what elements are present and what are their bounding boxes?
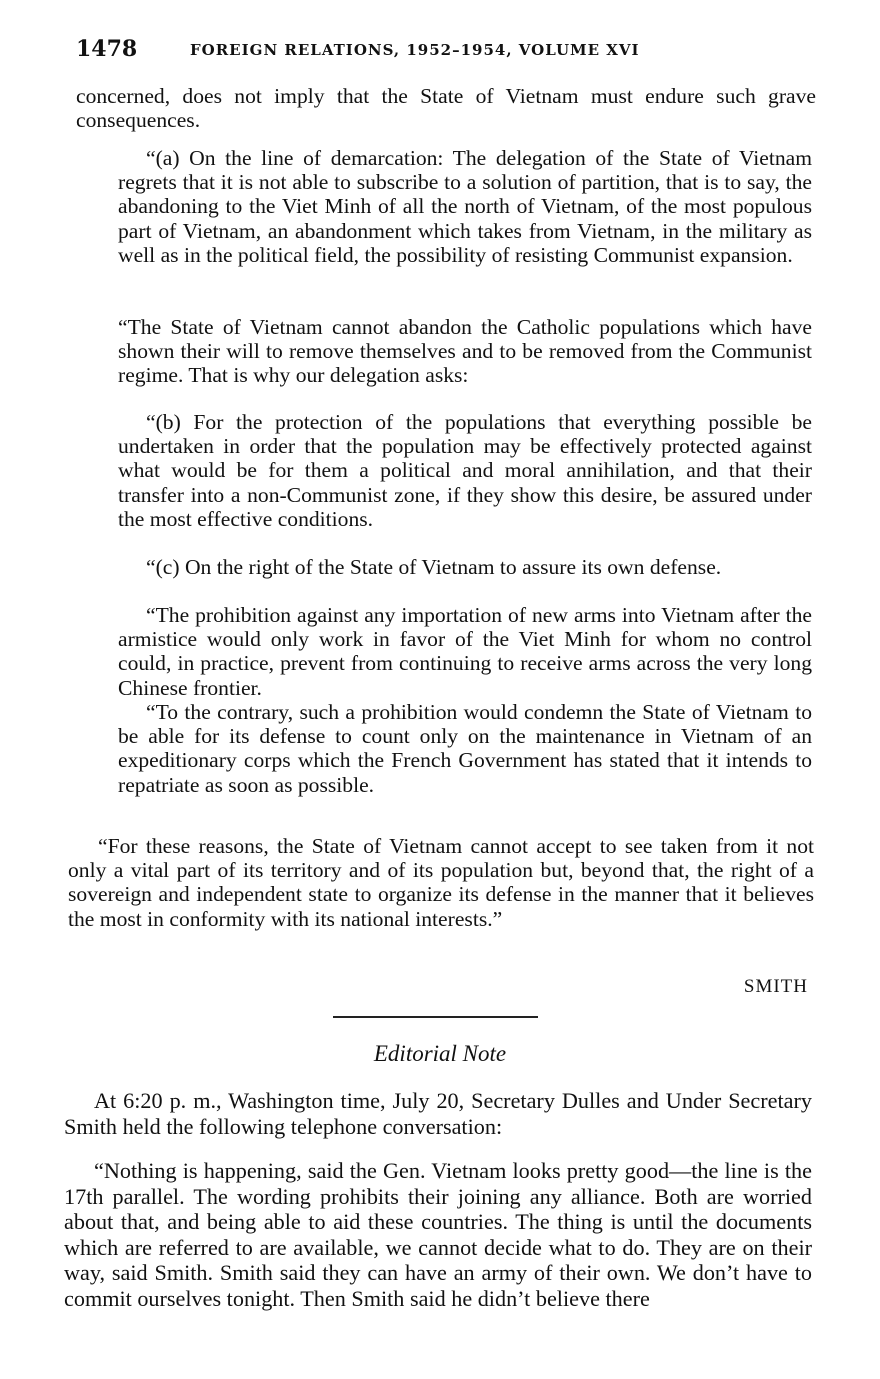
editorial-note-title: Editorial Note [373,1041,507,1066]
quote-paragraph-c: “(c) On the right of the State of Vietnam to assure its own defense. [146,555,722,579]
quote-paragraph-contrary: “To the contrary, such a prohibition would condemn the State of Vietnam to be able for its defense to count only on the maintenance in Vietnam of an expeditionary corps which the French Government has stated that it intends to repatriate as soon as possible. [118,700,812,797]
signature: SMITH [743,976,808,997]
quote-paragraph-a: “(a) On the line of demarcation: The delegation of the State of Vietnam regrets that it is not able to subscribe to a solution of partition, that is to say, the abandoning to the Viet Minh of all the north of Vietnam, of the most populous part of Vietnam, an abandonment which takes from Vietnam, in the military as well as in the political field, the possibility of resisting Communist expansion. [118,146,812,267]
paragraph-reasons: “For these reasons, the State of Vietnam cannot accept to see taken from it not only a vital part of its territory and of its population but, beyond that, the right of a sovereign and independent state to organize its defense in the manner that it believes the most in conformity with its national interests.” [68,834,814,931]
section-divider [333,1016,538,1018]
editorial-paragraph-1: At 6:20 p. m., Washington time, July 20, Secretary Dulles and Under Secretary Smith held the following telephone conversation: [64,1088,812,1139]
quote-paragraph-catholic: “The State of Vietnam cannot abandon the Catholic populations which have shown their will to remove themselves and to be removed from the Communist regime. That is why our delegation asks: [118,315,812,388]
page-header [76,36,836,66]
quote-paragraph-prohibition: “The prohibition against any importation of new arms into Vietnam after the armistice would only work in favor of the Viet Minh for whom no control could, in practice, prevent from continuing to receive arms across the very long Chinese frontier. [118,603,812,700]
editorial-paragraph-2: “Nothing is happening, said the Gen. Vietnam looks pretty good—the line is the 17th parallel. The wording prohibits their joining any alliance. Both are worried about that, and being able to aid these countries. The thing is until the documents which are referred to are available, we cannot decide what to do. They are on their way, said Smith. Smith said they can have an army of their own. We don’t have to commit ourselves tonight. Then Smith said he didn’t believe there [64,1158,812,1311]
paragraph-continuation: concerned, does not imply that the State of Vietnam must endure such grave consequences. [76,84,816,133]
quote-paragraph-b: “(b) For the protection of the populations that everything possible be undertaken in order that the population may be effectively protected against what would be for them a political and moral annihilation, and that their transfer into a non-Communist zone, if they show this desire, be assured under the most effective conditions. [118,410,812,531]
page-number: 1478 [76,36,138,62]
running-head: FOREIGN RELATIONS, 1952–1954, VOLUME XVI [190,41,640,59]
